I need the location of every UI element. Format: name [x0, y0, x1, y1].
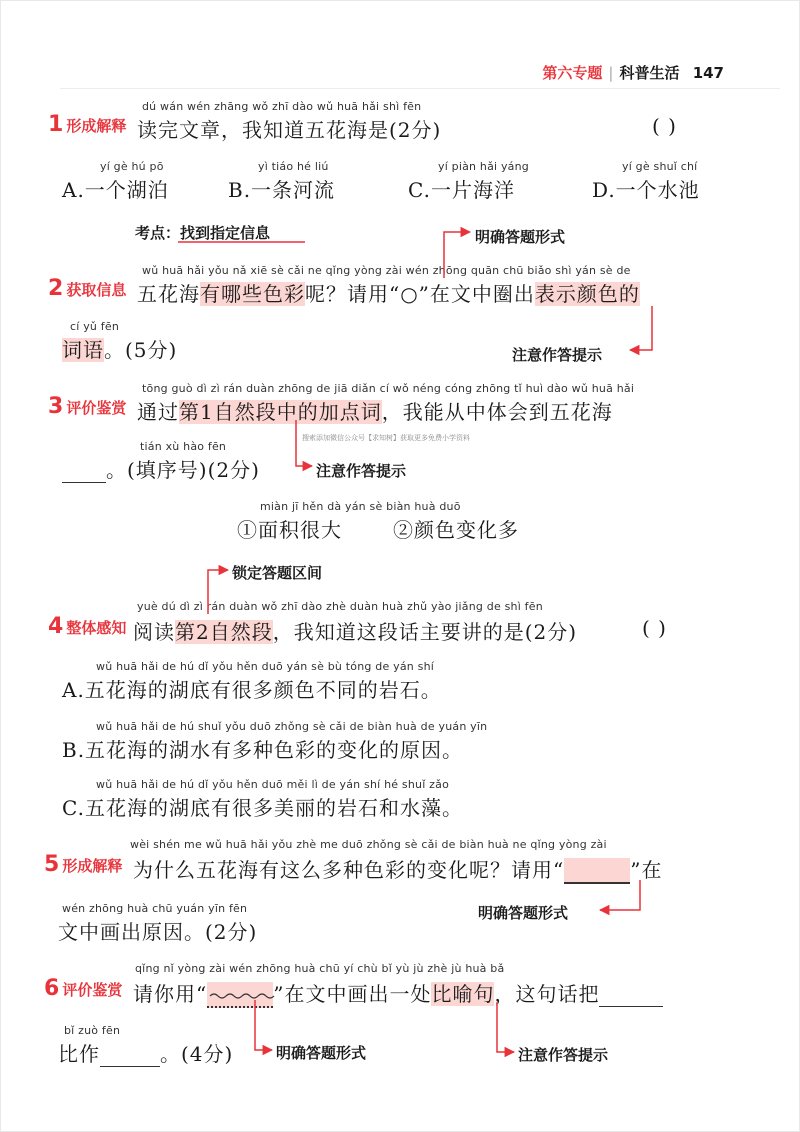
q3-text-b: ，我能从中体会到五花海: [381, 400, 613, 424]
q2-pinyin-line2: cí yǔ fēn: [70, 320, 119, 333]
page-number: 147: [692, 64, 724, 82]
q6-form-arrow: [255, 1000, 272, 1050]
q1-answer-paren[interactable]: ( ): [652, 114, 677, 138]
q4-text-b: ，我知道这段话主要讲的是(2分): [272, 620, 578, 644]
q2-type: 获取信息: [66, 281, 127, 299]
q2-text-a: 五花海: [137, 282, 200, 306]
q2-text-b: 呢？请用“○”在文中圈出: [305, 282, 535, 306]
header-subject: 科普生活: [619, 64, 680, 82]
q6-highlight-metaphor: 比喻句: [431, 982, 495, 1006]
q2-number: 2: [48, 276, 64, 301]
q3-hint-note: 注意作答提示: [316, 462, 407, 480]
q2-hint-arrow: [630, 306, 652, 350]
q1-text: 读完文章，我知道五花海是(2分): [137, 118, 442, 142]
kaodian-text: ：找到指定信息: [165, 224, 271, 242]
q6-type: 评价鉴赏: [62, 981, 123, 999]
q6-hint-arrow: [497, 1002, 514, 1052]
q5-number: 5: [44, 852, 60, 877]
q6-form-note: 明确答题形式: [276, 1044, 367, 1062]
q5-text-b: ”在: [630, 858, 663, 882]
q2-highlight-words: 词语: [62, 338, 104, 362]
q2-hint-note: 注意作答提示: [512, 346, 603, 364]
q3-type: 评价鉴赏: [66, 399, 127, 417]
q3-pinyin-line1: tōng guò dì zì rán duàn zhōng de jiā diǎn cí wǒ néng cóng zhōng tǐ huì dào wǔ huā hǎi: [142, 382, 635, 395]
q4-answer-paren[interactable]: ( ): [642, 616, 667, 640]
q4-number: 4: [48, 614, 64, 639]
q2-form-note: 明确答题形式: [475, 228, 566, 246]
q2-highlight-color-words: 表示颜色的: [534, 282, 640, 306]
q5-form-note: 明确答题形式: [478, 904, 569, 922]
q1-option-d[interactable]: D.一个水池: [592, 178, 700, 202]
q1-type: 形成解释: [66, 117, 127, 135]
q6-number: 6: [44, 976, 60, 1001]
q1-option-b[interactable]: B.一条河流: [228, 178, 336, 202]
q4-option-b[interactable]: B.五花海的湖水有多种色彩的变化的原因。: [62, 738, 464, 762]
q1-option-a[interactable]: A.一个湖泊: [62, 178, 169, 202]
q6-hint-note: 注意作答提示: [518, 1046, 609, 1064]
q6-text-a: 请你用“: [133, 982, 208, 1006]
q1-option-c[interactable]: C.一片海洋: [408, 178, 515, 202]
q6-text-a2: 比作: [58, 1042, 100, 1066]
q1-number: 1: [48, 112, 64, 137]
q4-highlight-paragraph: 第2自然段: [175, 620, 273, 644]
q3-number: 3: [48, 394, 64, 419]
q5-pinyin-line2: wén zhōng huà chū yuán yīn fēn: [62, 902, 248, 915]
q2-form-arrow: [444, 232, 470, 278]
q1-option-b-pinyin: yì tiáo hé liú: [258, 160, 329, 173]
header-topic: 第六专题: [542, 64, 603, 82]
q4-pinyin: yuè dú dì zì rán duàn wǒ zhī dào zhè duàn huà zhǔ yào jiǎng de shì fēn: [137, 600, 543, 613]
q1-option-a-pinyin: yí gè hú pō: [100, 160, 164, 173]
q4-option-b-pinyin: wǔ huā hǎi de hú shuǐ yǒu duō zhǒng sè cǎi de biàn huà de yuán yīn: [96, 720, 488, 733]
q3-option-2: ②颜色变化多: [393, 518, 519, 542]
q6-text-b: ”在文中画出一处: [273, 982, 432, 1006]
q3-pinyin-line2: tián xù hào fēn: [140, 440, 227, 453]
q4-option-c-pinyin: wǔ huā hǎi de hú dǐ yǒu hěn duō měi lì de yán shí hé shuǐ zǎo: [96, 778, 450, 791]
q1-option-d-pinyin: yí gè shuǐ chí: [622, 160, 698, 173]
q6-pinyin-line1: qǐng nǐ yòng zài wén zhōng huà chū yí chù bǐ yù jù zhè jù huà bǎ: [135, 962, 505, 975]
q3-line2-text: 。(填序号)(2分): [106, 458, 260, 482]
q2-pinyin-line1: wǔ huā hǎi yǒu nǎ xiē sè cǎi ne qǐng yòng zài wén zhōng quān chū biǎo shì yán sè de: [142, 264, 631, 277]
q6-pinyin-line2: bǐ zuò fēn: [64, 1024, 121, 1037]
q4-type: 整体感知: [66, 619, 127, 637]
q4-range-arrow: [208, 570, 228, 614]
q5-line2: 文中画出原因。(2分): [58, 920, 258, 944]
q3-hint-arrow: [296, 420, 312, 466]
q3-text-a: 通过: [137, 400, 179, 424]
q4-range-note: 锁定答题区间: [232, 564, 323, 582]
q1-pinyin: dú wán wén zhāng wǒ zhī dào wǔ huā hǎi shì fēn: [142, 100, 422, 113]
q5-form-arrow: [600, 880, 640, 910]
q2-score: 。(5分): [104, 338, 178, 362]
q4-option-c[interactable]: C.五花海的湖底有很多美丽的岩石和水藻。: [62, 796, 463, 820]
kaodian-label: 考点: [135, 224, 166, 242]
q4-option-a-pinyin: wǔ huā hǎi de hú dǐ yǒu hěn duō yán sè bù tóng de yán shí: [96, 660, 435, 673]
q5-text-a: 为什么五花海有这么多种色彩的变化呢？请用“: [133, 858, 565, 882]
watermark-text: 搜索添加微信公众号【求知树】获取更多免费小学资料: [302, 434, 470, 442]
q6-text-c: ，这句话把: [494, 982, 600, 1006]
q6-score: 。(4分): [160, 1042, 234, 1066]
q5-pinyin-line1: wèi shén me wǔ huā hǎi yǒu zhè me duō zhǒng sè cǎi de biàn huà ne qǐng yòng zài: [130, 838, 607, 851]
q3-options-pinyin: miàn jī hěn dà yán sè biàn huà duō: [260, 500, 461, 513]
q5-type: 形成解释: [62, 857, 123, 875]
q3-highlight-dotted-words: 第1自然段中的加点词: [179, 400, 382, 424]
q2-highlight-colors: 有哪些色彩: [200, 282, 305, 306]
q1-option-c-pinyin: yí piàn hǎi yáng: [438, 160, 529, 173]
page-header: 第六专题 | 科普生活 147: [542, 64, 724, 82]
q6-wavy-line: [210, 994, 274, 998]
q3-option-1: ①面积很大: [237, 518, 342, 542]
q4-text-a: 阅读: [133, 620, 175, 644]
q4-option-a[interactable]: A.五花海的湖底有很多颜色不同的岩石。: [62, 678, 442, 702]
